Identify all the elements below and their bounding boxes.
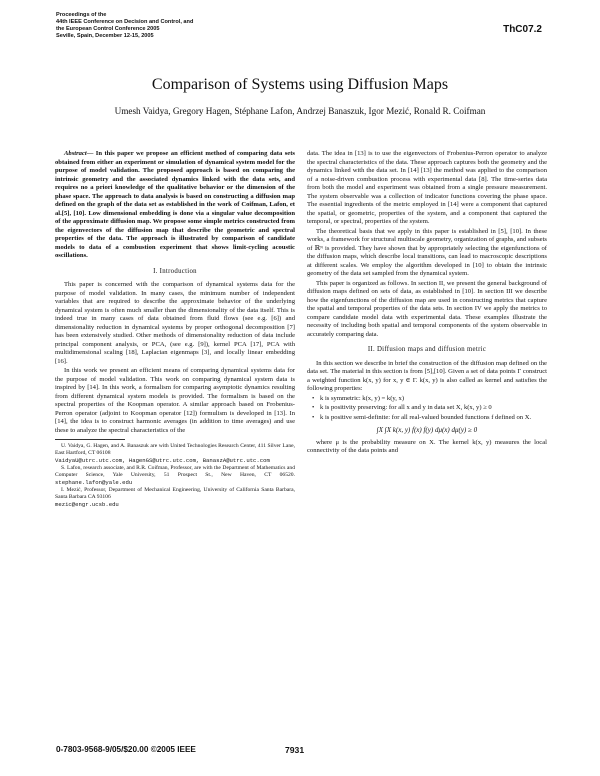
intro-paragraph: In this work we present an efficient means of comparing dynamical systems data for the purpose of model validation. This work on comparing dynamical system data is inspired by [14]. In this work, a formalism for comparing asymptotic dynamics resulting from different dynamical system models is provided. The formalism is based on the spectral properties of the Koopman operator. A similar approach based on Frobenius-Perron operator (adjoint to Koopman operator [12]) formulism is developed in [13]. In [14], the idea is to construct harmonic averages (in addition to time averages) and use these to analyze the spectral characteristics of the: [55, 367, 295, 434]
footnote-affiliation: U. Vaidya, G. Hagen, and A. Banaszuk are with United Technologies Research Center, 411 Silver Lane, East Hartford, CT 06108 VaidyaU@utrc.utc.com, HagenGS@utrc.utc.com, BanaszA@utrc.utc.com: [55, 443, 295, 464]
proceedings-header: [56, 12, 336, 40]
bullet-item: • k is positive semi-definite: for all real-valued bounded functions f defined on X.: [312, 413, 532, 421]
section-heading-diffusion-maps: II. Diffusion maps and diffusion metric: [367, 346, 487, 353]
page-number: 7931: [285, 745, 305, 755]
bullet-item: • k is symmetric: k(x, y) = k(y, x): [312, 394, 405, 402]
bullet-icon: •: [312, 394, 315, 402]
proceedings-line: the European Control Conference 2005: [56, 26, 160, 33]
section-heading-introduction: I. Introduction: [153, 267, 197, 275]
left-column: [55, 150, 295, 509]
abstract-lead: Abstract: [64, 150, 87, 157]
body-paragraph: data. The idea in [13] is to use the eigenvectors of Frobenius-Perron operator to analyze the spectral characteristics of the data. These approach captures both the geometry and the dynamics linked with the data set. In [14] [13] the method was applied to the comparison of a noise-driven combustion process with experimental data [8]. The time-series data from both the model and experiment was obtained from a single pressure measurement. The system observable was a collection of indicator functions covering the phase space. The essential ingredients of the metric employed in [14] were a component that captured the spatial, or geometric, properties of the system, and a component that captured the temporal, or spectral, properties of the system.: [307, 150, 547, 225]
footnote-divider: [55, 439, 125, 440]
session-code: ThC07.2: [503, 24, 542, 35]
paper-title: Comparison of Systems using Diffusion Maps: [151, 76, 449, 93]
footnote-email: stephane.lafon@yale.edu: [55, 479, 133, 486]
footnote-email: VaidyaU@utrc.utc.com, HagenGS@utrc.utc.com, BanaszA@utrc.utc.com: [55, 457, 270, 464]
body-paragraph: This paper is organized as follows. In section II, we present the general background of diffusion maps defined on sets of data, as established in [10]. In section III we describe how the eigenfunctions of the diffusion map are used in constructing metrics that capture the spatial and temporal properties of the data sets. In section IV we apply the metrics to compare candidate model data with experimental data. These examples illustrate the necessity of including both spatial and temporal components of the system observable in accurately comparing data.: [307, 279, 547, 338]
body-paragraph: where μ is the probability measure on X. The kernel k(x, y) measures the local connectivity of the data points and: [307, 438, 547, 454]
proceedings-line: Seville, Spain, December 12-15, 2005: [56, 33, 154, 40]
bullet-icon: •: [312, 413, 315, 421]
equation: ∫X ∫X k(x, y) f(x) f(y) dμ(x) dμ(y) ≥ 0: [376, 426, 478, 434]
proceedings-line: Proceedings of the: [56, 12, 107, 18]
body-paragraph: The theoretical basis that we apply in this paper is established in [5], [10]. In these works, a framework for structural multiscale geometry, organization of graphs, and subsets of ℝᴺ is provided. They have shown that by appropriately selecting the eigenfunctions of the diffusion maps, which describe local transitions, can lead to macroscopic descriptions at different scales. We employ the algorithm developed in [10] to obtain the intrinsic geometry of the data set sampled from the dynamical system.: [307, 227, 547, 277]
intro-paragraph: This paper is concerned with the comparison of dynamical systems data for the purpose of model validation. In many cases, the minimum number of independent variables that are required to describe the approximate behavior of the underlying dynamical system is often much smaller than the dimensionality of the data itself. This is indeed true in many cases of data obtained from fluid flows (see e.g. [6]) and dimensionality reduction in dynamical systems by proper orthogonal decomposition [7] has been extensively studied. Other methods of dimensionality reduction of data include principal component analysis, or PCA, (see e.g. [9]), kernel PCA [17], PCA with multidimensional scaling [18], Laplacian eigenmaps [3], and locally linear embedding [16].: [55, 281, 295, 365]
footnotes: [55, 443, 295, 509]
bullet-icon: •: [312, 404, 315, 411]
footnote-email: mezic@engr.ucsb.edu: [55, 501, 119, 508]
body-paragraph: In this section we describe in brief the construction of the diffusion map defined on the data set. The material in this section is from [5],[10]. Given a set of data points Γ construct a weighted function k(x, y) for x, y ∈ Γ. k(x, y) is also called as kernel and satisfies the following properties:: [307, 359, 547, 392]
abstract: [55, 150, 295, 261]
copyright-isbn: 0-7803-9568-9/05/$20.00 ©2005 IEEE: [56, 745, 196, 754]
bullet-item: • k is positivity preserving: for all x and y in data set X, k(x, y) ≥ 0: [312, 404, 492, 411]
right-column: [307, 150, 547, 457]
footnote-affiliation: S. Lafon, research associate, and R.R. Coifman, Professor, are with the Department of Mathematics and Computer Science, Yale University, 51 Prospect St., New Haven, CT 06520. stephane.lafon@yale.edu: [55, 465, 295, 486]
footnote-affiliation: I. Mezić, Professor, Department of Mechanical Engineering, University of California Santa Barbara, Santa Barbara CA 93106 mezic@engr.ucsb.edu: [55, 487, 295, 508]
abstract-text: — In this paper we propose an efficient method of comparing data sets obtained from either an experiment or simulation of dynamical system model for the purpose of model validation. The proposed approach is based on comparing the intrinsic geometry and the associated dynamics linked with the data sets, and requires no a priori knowledge of the qualitative behavior or the dimension of the phase space. The approach to data analysis is based on constructing a diffusion map defined on the graph of the data set as established in the work of Coifman, Lafon, et al.[5], [10]. Low dimensional embedding is done via a singular value decomposition of the approximate diffusion map. We propose some simple metrics constructed from the eigenvectors of the diffusion map that describe the geometric and spectral properties of the data. The approach is illustrated by comparison of candidate models to data of a combustion experiment that shows limit-cycling acoustic oscillations.: [55, 150, 295, 259]
author-list: Umesh Vaidya, Gregory Hagen, Stéphane Lafon, Andrzej Banaszuk, Igor Mezić, Ronald R. Coifman: [114, 106, 486, 116]
proceedings-line: 44th IEEE Conference on Decision and Control, and: [56, 19, 194, 26]
